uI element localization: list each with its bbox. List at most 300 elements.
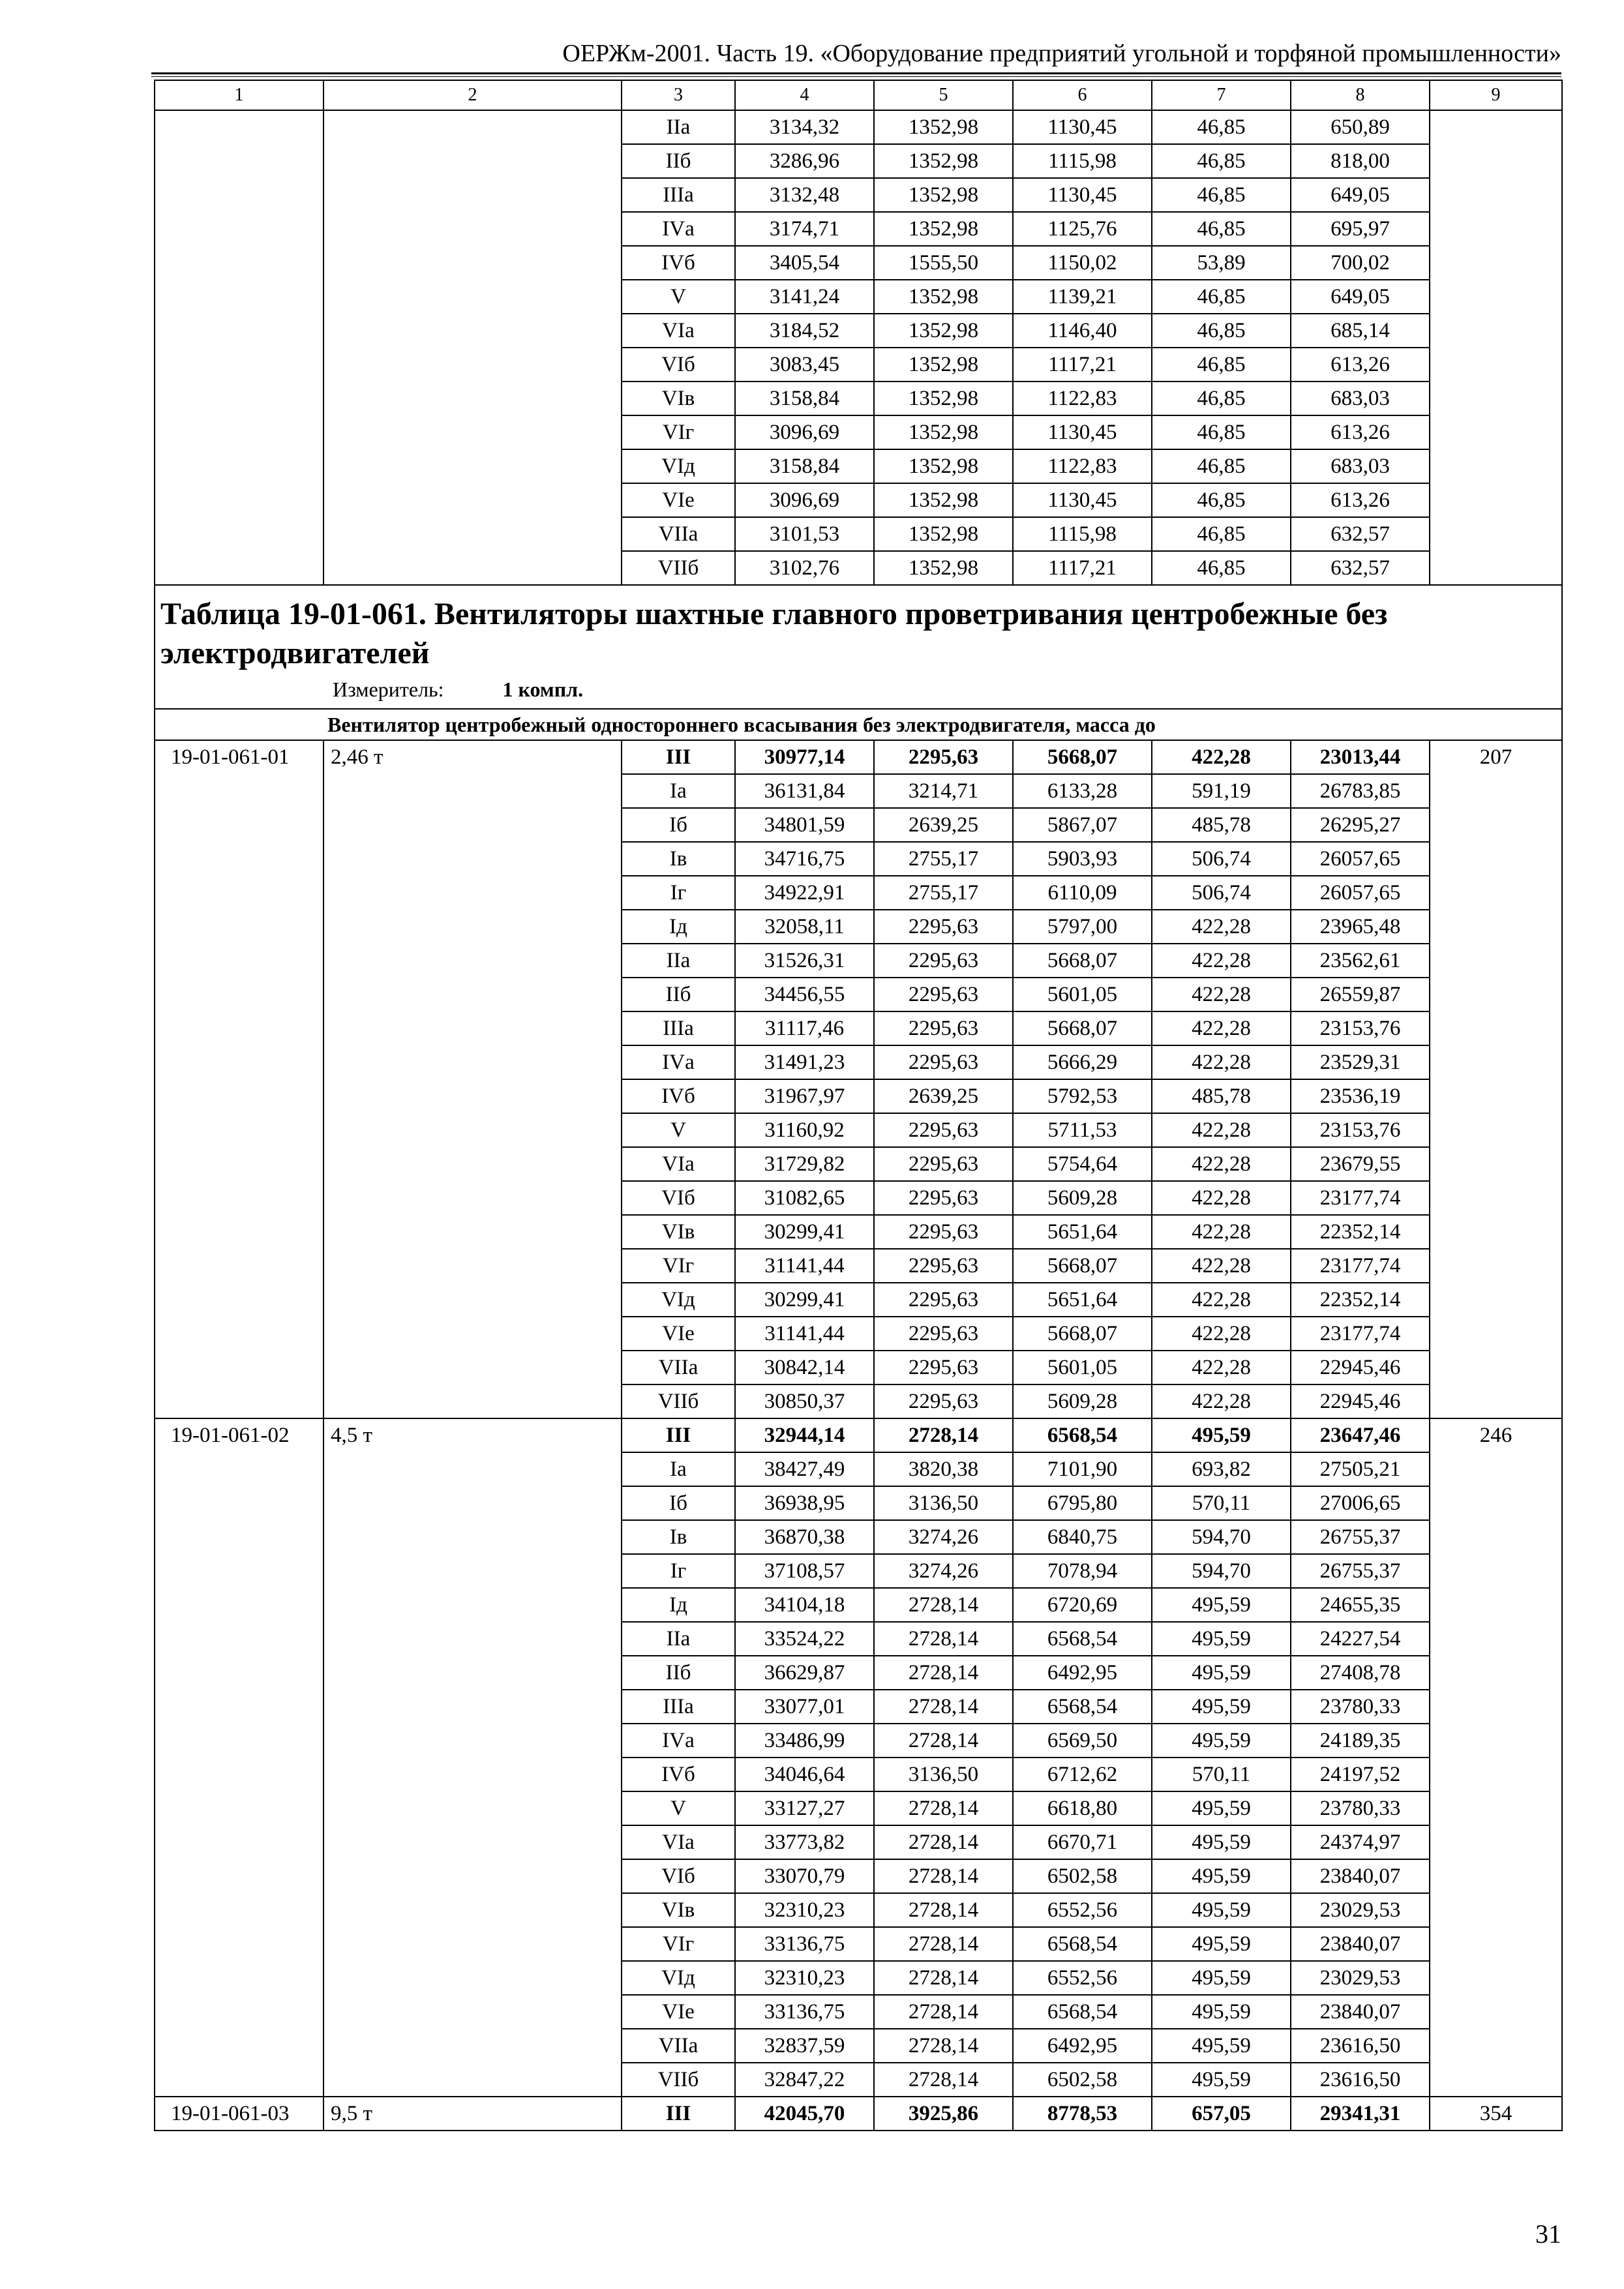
value-cell: 495,59: [1152, 2063, 1291, 2097]
zone-cell: Iв: [622, 1520, 735, 1554]
value-cell: 1352,98: [874, 144, 1013, 178]
value-cell: 5754,64: [1013, 1147, 1152, 1181]
zone-cell: VIа: [622, 1825, 735, 1859]
value-cell: 23840,07: [1291, 1859, 1430, 1893]
value-cell: 2295,63: [874, 740, 1013, 774]
value-cell: 53,89: [1152, 246, 1291, 280]
value-cell: 3101,53: [735, 517, 874, 551]
value-cell: 5668,07: [1013, 944, 1152, 978]
value-cell: 422,28: [1152, 1384, 1291, 1418]
value-cell: 2728,14: [874, 2029, 1013, 2063]
zone-cell: V: [622, 1113, 735, 1147]
value-cell: 33127,27: [735, 1791, 874, 1825]
value-cell: 23177,74: [1291, 1181, 1430, 1215]
value-cell: 34104,18: [735, 1588, 874, 1622]
zone-cell: Iа: [622, 1452, 735, 1486]
value-cell: 2728,14: [874, 1961, 1013, 1995]
value-cell: 1352,98: [874, 348, 1013, 382]
value-cell: 422,28: [1152, 1113, 1291, 1147]
code-cell: [155, 449, 323, 483]
zone-cell: VIIб: [622, 551, 735, 585]
value-cell: 33524,22: [735, 1622, 874, 1656]
value-cell: 5668,07: [1013, 740, 1152, 774]
name-cell: [323, 178, 622, 212]
name-cell: [323, 551, 622, 585]
zone-cell: IIIа: [622, 178, 735, 212]
value-cell: 31117,46: [735, 1011, 874, 1045]
code-cell: [155, 314, 323, 348]
value-cell: 6795,80: [1013, 1486, 1152, 1520]
zone-cell: III: [622, 2097, 735, 2131]
code-cell: [155, 246, 323, 280]
value-cell: 5792,53: [1013, 1079, 1152, 1113]
code-cell: [155, 348, 323, 382]
value-cell: 649,05: [1291, 280, 1430, 314]
value-cell: 6840,75: [1013, 1520, 1152, 1554]
value-cell: 2295,63: [874, 1011, 1013, 1045]
code-cell: 19-01-061-01: [155, 740, 323, 1418]
code-cell: [155, 144, 323, 178]
value-cell: 26295,27: [1291, 808, 1430, 842]
code-cell: [155, 280, 323, 314]
zone-cell: IIб: [622, 1656, 735, 1690]
zone-cell: IIIа: [622, 1690, 735, 1724]
zone-cell: Iг: [622, 876, 735, 910]
col9-cell: [1430, 517, 1562, 551]
value-cell: 30850,37: [735, 1384, 874, 1418]
value-cell: 649,05: [1291, 178, 1430, 212]
value-cell: 1130,45: [1013, 483, 1152, 517]
name-cell: [323, 314, 622, 348]
column-number: 7: [1152, 80, 1291, 110]
value-cell: 46,85: [1152, 483, 1291, 517]
table-row: [155, 415, 1562, 449]
value-cell: 3820,38: [874, 1452, 1013, 1486]
col9-cell: [1430, 178, 1562, 212]
value-cell: 6712,62: [1013, 1758, 1152, 1791]
value-cell: 570,11: [1152, 1486, 1291, 1520]
value-cell: 6569,50: [1013, 1724, 1152, 1758]
value-cell: 23029,53: [1291, 1893, 1430, 1927]
name-cell: [323, 110, 622, 144]
value-cell: 2728,14: [874, 1995, 1013, 2029]
value-cell: 1352,98: [874, 178, 1013, 212]
value-cell: 1115,98: [1013, 144, 1152, 178]
value-cell: 6502,58: [1013, 2063, 1152, 2097]
value-cell: 27505,21: [1291, 1452, 1430, 1486]
value-cell: 1555,50: [874, 246, 1013, 280]
value-cell: 3096,69: [735, 415, 874, 449]
value-cell: 23647,46: [1291, 1418, 1430, 1452]
value-cell: 1352,98: [874, 415, 1013, 449]
value-cell: 32837,59: [735, 2029, 874, 2063]
zone-cell: VIг: [622, 1249, 735, 1283]
value-cell: 30299,41: [735, 1215, 874, 1249]
table-row: [155, 314, 1562, 348]
value-cell: 485,78: [1152, 1079, 1291, 1113]
value-cell: 33077,01: [735, 1690, 874, 1724]
col9-cell: [1430, 110, 1562, 144]
value-cell: 23780,33: [1291, 1690, 1430, 1724]
value-cell: 6110,09: [1013, 876, 1152, 910]
name-cell: [323, 517, 622, 551]
value-cell: 34046,64: [735, 1758, 874, 1791]
value-cell: 591,19: [1152, 774, 1291, 808]
value-cell: 495,59: [1152, 1690, 1291, 1724]
zone-cell: IIб: [622, 978, 735, 1011]
value-cell: 23177,74: [1291, 1317, 1430, 1351]
table-row: [155, 178, 1562, 212]
value-cell: 2639,25: [874, 1079, 1013, 1113]
zone-cell: VIа: [622, 1147, 735, 1181]
value-cell: 422,28: [1152, 978, 1291, 1011]
code-cell: [155, 178, 323, 212]
value-cell: 46,85: [1152, 551, 1291, 585]
value-cell: 700,02: [1291, 246, 1430, 280]
zone-cell: VIг: [622, 1927, 735, 1961]
name-cell: [323, 483, 622, 517]
value-cell: 2728,14: [874, 1418, 1013, 1452]
code-cell: 19-01-061-02: [155, 1418, 323, 2097]
value-cell: 2295,63: [874, 978, 1013, 1011]
table-row: [155, 517, 1562, 551]
value-cell: 36870,38: [735, 1520, 874, 1554]
value-cell: 5651,64: [1013, 1215, 1152, 1249]
code-cell: [155, 382, 323, 415]
zone-cell: Iа: [622, 774, 735, 808]
value-cell: 33773,82: [735, 1825, 874, 1859]
value-cell: 422,28: [1152, 1215, 1291, 1249]
value-cell: 3096,69: [735, 483, 874, 517]
value-cell: 24655,35: [1291, 1588, 1430, 1622]
zone-cell: IIа: [622, 110, 735, 144]
value-cell: 6568,54: [1013, 1927, 1152, 1961]
value-cell: 3141,24: [735, 280, 874, 314]
code-cell: [155, 483, 323, 517]
value-cell: 37108,57: [735, 1554, 874, 1588]
value-cell: 30842,14: [735, 1351, 874, 1384]
value-cell: 657,05: [1152, 2097, 1291, 2131]
value-cell: 1130,45: [1013, 110, 1152, 144]
value-cell: 5666,29: [1013, 1045, 1152, 1079]
value-cell: 495,59: [1152, 1961, 1291, 1995]
zone-cell: IVб: [622, 1079, 735, 1113]
value-cell: 495,59: [1152, 1622, 1291, 1656]
value-cell: 23177,74: [1291, 1249, 1430, 1283]
value-cell: 495,59: [1152, 1859, 1291, 1893]
table-title: Таблица 19-01-061. Вентиляторы шахтные главного проветривания центробежные без электродвигателей: [160, 597, 1388, 670]
value-cell: 3134,32: [735, 110, 874, 144]
value-cell: 6568,54: [1013, 1995, 1152, 2029]
value-cell: 1352,98: [874, 551, 1013, 585]
value-cell: 1352,98: [874, 212, 1013, 246]
value-cell: 695,97: [1291, 212, 1430, 246]
value-cell: 31491,23: [735, 1045, 874, 1079]
value-cell: 31526,31: [735, 944, 874, 978]
value-cell: 632,57: [1291, 517, 1430, 551]
zone-cell: IIб: [622, 144, 735, 178]
table-row: [155, 246, 1562, 280]
value-cell: 2728,14: [874, 1791, 1013, 1825]
value-cell: 6568,54: [1013, 1690, 1152, 1724]
value-cell: 7101,90: [1013, 1452, 1152, 1486]
col9-cell: [1430, 348, 1562, 382]
value-cell: 1130,45: [1013, 178, 1152, 212]
value-cell: 495,59: [1152, 1656, 1291, 1690]
value-cell: 613,26: [1291, 348, 1430, 382]
value-cell: 422,28: [1152, 1317, 1291, 1351]
zone-cell: IVб: [622, 246, 735, 280]
value-cell: 6492,95: [1013, 1656, 1152, 1690]
table-row: [155, 280, 1562, 314]
value-cell: 570,11: [1152, 1758, 1291, 1791]
zone-cell: VIб: [622, 348, 735, 382]
value-cell: 495,59: [1152, 1995, 1291, 2029]
value-cell: 495,59: [1152, 1825, 1291, 1859]
value-cell: 26057,65: [1291, 842, 1430, 876]
value-cell: 495,59: [1152, 1588, 1291, 1622]
value-cell: 31141,44: [735, 1317, 874, 1351]
value-cell: 46,85: [1152, 415, 1291, 449]
value-cell: 26057,65: [1291, 876, 1430, 910]
value-cell: 2295,63: [874, 1351, 1013, 1384]
column-number: 1: [155, 80, 323, 110]
value-cell: 1117,21: [1013, 551, 1152, 585]
value-cell: 1352,98: [874, 449, 1013, 483]
col9-cell: [1430, 551, 1562, 585]
value-cell: 8778,53: [1013, 2097, 1152, 2131]
value-cell: 2295,63: [874, 1147, 1013, 1181]
value-cell: 5668,07: [1013, 1249, 1152, 1283]
mass-cell: 4,5 т: [323, 1418, 622, 2097]
value-cell: 2295,63: [874, 1045, 1013, 1079]
col9-cell: [1430, 483, 1562, 517]
value-cell: 632,57: [1291, 551, 1430, 585]
value-cell: 6552,56: [1013, 1893, 1152, 1927]
value-cell: 22352,14: [1291, 1215, 1430, 1249]
value-cell: 683,03: [1291, 449, 1430, 483]
value-cell: 2755,17: [874, 842, 1013, 876]
value-cell: 5797,00: [1013, 910, 1152, 944]
value-cell: 650,89: [1291, 110, 1430, 144]
value-cell: 22352,14: [1291, 1283, 1430, 1317]
value-cell: 818,00: [1291, 144, 1430, 178]
value-cell: 46,85: [1152, 382, 1291, 415]
value-cell: 2728,14: [874, 1622, 1013, 1656]
value-cell: 24189,35: [1291, 1724, 1430, 1758]
value-cell: 2295,63: [874, 1317, 1013, 1351]
value-cell: 6618,80: [1013, 1791, 1152, 1825]
zone-cell: VIв: [622, 1215, 735, 1249]
value-cell: 422,28: [1152, 1249, 1291, 1283]
value-cell: 23679,55: [1291, 1147, 1430, 1181]
value-cell: 5903,93: [1013, 842, 1152, 876]
zone-cell: VIIа: [622, 517, 735, 551]
zone-cell: IVа: [622, 1045, 735, 1079]
col9-cell: [1430, 280, 1562, 314]
value-cell: 1352,98: [874, 517, 1013, 551]
value-cell: 422,28: [1152, 1181, 1291, 1215]
value-cell: 5668,07: [1013, 1011, 1152, 1045]
value-cell: 2295,63: [874, 1181, 1013, 1215]
value-cell: 506,74: [1152, 876, 1291, 910]
column-number: 9: [1430, 80, 1562, 110]
value-cell: 5601,05: [1013, 978, 1152, 1011]
value-cell: 29341,31: [1291, 2097, 1430, 2131]
value-cell: 32944,14: [735, 1418, 874, 1452]
value-cell: 5651,64: [1013, 1283, 1152, 1317]
col9-cell: 207: [1430, 740, 1562, 1418]
mass-cell: 2,46 т: [323, 740, 622, 1418]
value-cell: 7078,94: [1013, 1554, 1152, 1588]
value-cell: 3102,76: [735, 551, 874, 585]
table-row: [155, 483, 1562, 517]
zone-cell: IIа: [622, 944, 735, 978]
value-cell: 23780,33: [1291, 1791, 1430, 1825]
value-cell: 3286,96: [735, 144, 874, 178]
zone-cell: III: [622, 1418, 735, 1452]
value-cell: 46,85: [1152, 178, 1291, 212]
value-cell: 24374,97: [1291, 1825, 1430, 1859]
value-cell: 1122,83: [1013, 449, 1152, 483]
zone-cell: VIе: [622, 1317, 735, 1351]
value-cell: 23562,61: [1291, 944, 1430, 978]
value-cell: 32847,22: [735, 2063, 874, 2097]
column-number: 4: [735, 80, 874, 110]
value-cell: 495,59: [1152, 1893, 1291, 1927]
value-cell: 1150,02: [1013, 246, 1152, 280]
value-cell: 2295,63: [874, 944, 1013, 978]
value-cell: 22945,46: [1291, 1351, 1430, 1384]
value-cell: 31967,97: [735, 1079, 874, 1113]
running-header: ОЕРЖм-2001. Часть 19. «Оборудование предприятий угольной и торфяной промышленности»: [562, 40, 1561, 67]
zone-cell: VIе: [622, 1995, 735, 2029]
value-cell: 26755,37: [1291, 1554, 1430, 1588]
value-cell: 46,85: [1152, 517, 1291, 551]
value-cell: 6720,69: [1013, 1588, 1152, 1622]
value-cell: 1146,40: [1013, 314, 1152, 348]
value-cell: 23965,48: [1291, 910, 1430, 944]
value-cell: 31141,44: [735, 1249, 874, 1283]
column-number-row: [155, 80, 1562, 110]
zone-cell: IVб: [622, 1758, 735, 1791]
col9-cell: [1430, 246, 1562, 280]
mass-cell: 9,5 т: [323, 2097, 622, 2131]
measure-label: Измеритель:: [333, 678, 444, 701]
value-cell: 46,85: [1152, 449, 1291, 483]
value-cell: 1352,98: [874, 110, 1013, 144]
value-cell: 2728,14: [874, 1656, 1013, 1690]
value-cell: 34456,55: [735, 978, 874, 1011]
column-number: 8: [1291, 80, 1430, 110]
value-cell: 3158,84: [735, 382, 874, 415]
name-cell: [323, 415, 622, 449]
zone-cell: VIд: [622, 449, 735, 483]
value-cell: 2728,14: [874, 2063, 1013, 2097]
value-cell: 1352,98: [874, 483, 1013, 517]
value-cell: 26783,85: [1291, 774, 1430, 808]
table-title-cell: [155, 585, 1562, 709]
col9-cell: [1430, 144, 1562, 178]
value-cell: 1122,83: [1013, 382, 1152, 415]
table-title-row: [155, 585, 1562, 709]
value-cell: 26755,37: [1291, 1520, 1430, 1554]
name-cell: [323, 246, 622, 280]
value-cell: 495,59: [1152, 1927, 1291, 1961]
name-cell: [323, 144, 622, 178]
value-cell: 46,85: [1152, 110, 1291, 144]
table-row: [155, 144, 1562, 178]
value-cell: 5867,07: [1013, 808, 1152, 842]
zone-cell: VIв: [622, 1893, 735, 1927]
value-cell: 5668,07: [1013, 1317, 1152, 1351]
name-cell: [323, 449, 622, 483]
value-cell: 42045,70: [735, 2097, 874, 2131]
zone-cell: III: [622, 740, 735, 774]
value-cell: 683,03: [1291, 382, 1430, 415]
table-row: [155, 212, 1562, 246]
value-cell: 3274,26: [874, 1520, 1013, 1554]
value-cell: 3132,48: [735, 178, 874, 212]
zone-cell: VIIа: [622, 1351, 735, 1384]
value-cell: 1117,21: [1013, 348, 1152, 382]
value-cell: 2295,63: [874, 910, 1013, 944]
value-cell: 6502,58: [1013, 1859, 1152, 1893]
value-cell: 6492,95: [1013, 2029, 1152, 2063]
value-cell: 2728,14: [874, 1825, 1013, 1859]
value-cell: 5609,28: [1013, 1384, 1152, 1418]
table-row: [155, 382, 1562, 415]
column-number: 3: [622, 80, 735, 110]
value-cell: 3405,54: [735, 246, 874, 280]
zone-cell: VIб: [622, 1181, 735, 1215]
value-cell: 2728,14: [874, 1588, 1013, 1622]
value-cell: 30977,14: [735, 740, 874, 774]
value-cell: 23013,44: [1291, 740, 1430, 774]
value-cell: 3274,26: [874, 1554, 1013, 1588]
value-cell: 23616,50: [1291, 2063, 1430, 2097]
name-cell: [323, 212, 622, 246]
measure: [160, 676, 1556, 703]
header-rule: [151, 72, 1561, 74]
subheader-row: [155, 709, 1562, 740]
value-cell: 2728,14: [874, 1724, 1013, 1758]
column-number: 2: [323, 80, 622, 110]
value-cell: 23840,07: [1291, 1995, 1430, 2029]
value-cell: 23153,76: [1291, 1011, 1430, 1045]
value-cell: 23616,50: [1291, 2029, 1430, 2063]
value-cell: 33136,75: [735, 1927, 874, 1961]
value-cell: 26559,87: [1291, 978, 1430, 1011]
value-cell: 34922,91: [735, 876, 874, 910]
value-cell: 23153,76: [1291, 1113, 1430, 1147]
value-cell: 5601,05: [1013, 1351, 1152, 1384]
value-cell: 495,59: [1152, 1791, 1291, 1825]
value-cell: 36629,87: [735, 1656, 874, 1690]
col9-cell: [1430, 415, 1562, 449]
zone-cell: VIв: [622, 382, 735, 415]
value-cell: 6568,54: [1013, 1418, 1152, 1452]
value-cell: 36938,95: [735, 1486, 874, 1520]
price-table: [154, 80, 1563, 2131]
value-cell: 594,70: [1152, 1520, 1291, 1554]
table-row: [155, 740, 1562, 774]
column-number: 6: [1013, 80, 1152, 110]
code-cell: [155, 517, 323, 551]
value-cell: 6133,28: [1013, 774, 1152, 808]
table-row: [155, 110, 1562, 144]
zone-cell: Iг: [622, 1554, 735, 1588]
